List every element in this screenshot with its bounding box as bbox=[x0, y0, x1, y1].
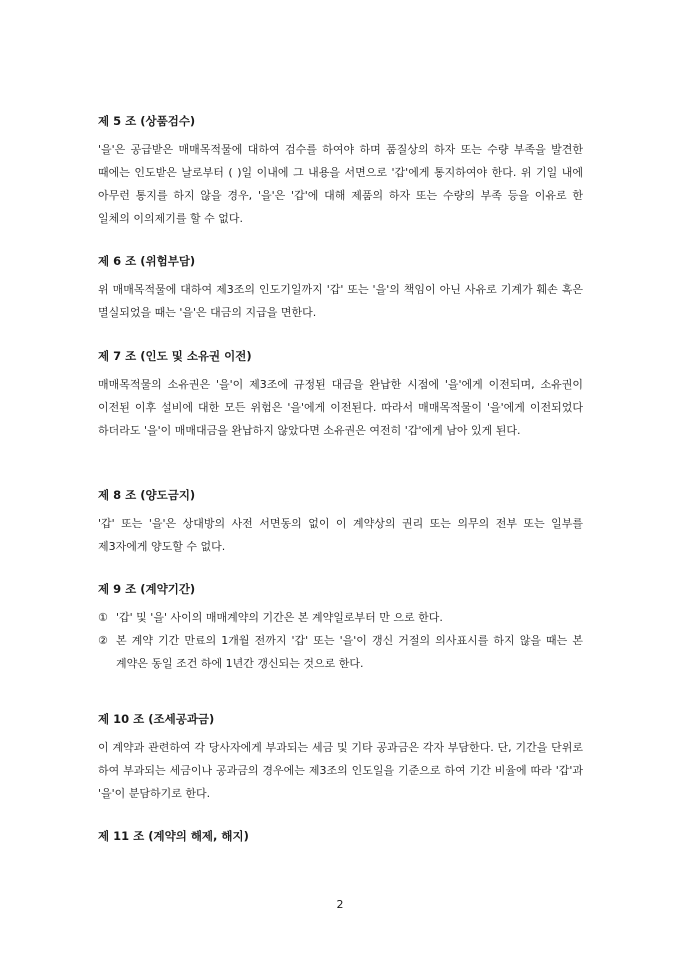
article-5 bbox=[98, 113, 583, 230]
article-9-item-1 bbox=[98, 606, 583, 629]
item-marker: ① bbox=[98, 611, 108, 624]
page-number: 2 bbox=[336, 898, 344, 911]
article-7-heading: 제 7 조 (인도 및 소유권 이전) bbox=[98, 349, 252, 363]
article-10 bbox=[98, 711, 583, 805]
item-marker: ② bbox=[98, 634, 108, 647]
article-5-body: '을'은 공급받은 매매목적물에 대하여 검수를 하여야 하며 품질상의 하자 또는 수량 부족을 발견한 때에는 인도받은 날로부터 ( )일 이내에 그 내용을 서면으로 '갑'에게 통지하여야 한다. 위 기일 내에 아무런 통지를 하지 않을 경우, '을'은 '갑'에 대해 제품의 하자 또는 수량의 부족 등을 이유로 한 일체의 이의제기를 할 수 없다. bbox=[98, 143, 583, 225]
article-7 bbox=[98, 348, 583, 442]
article-7-body: 매매목적물의 소유권은 '을'이 제3조에 규정된 대금을 완납한 시점에 '을'에게 이전되며, 소유권이 이전된 이후 설비에 대한 모든 위험은 '을'에게 이전된다. 따라서 매매목적물이 '을'에게 이전되었다 하더라도 '을'이 매매대금을 완납하지 않았다면 소유권은 여전히 '갑'에게 남아 있게 된다. bbox=[98, 378, 583, 437]
item-text: '갑' 및 '을' 사이의 매매계약의 기간은 본 계약일로부터 만 으로 한다. bbox=[116, 611, 443, 624]
article-8 bbox=[98, 487, 583, 558]
item-text: 본 계약 기간 만료의 1개월 전까지 '갑' 또는 '을'이 갱신 거절의 의사표시를 하지 않을 때는 본 계약은 동일 조건 하에 1년간 갱신되는 것으로 한다. bbox=[116, 634, 583, 670]
article-11 bbox=[98, 828, 583, 853]
article-6-body: 위 매매목적물에 대하여 제3조의 인도기일까지 '갑' 또는 '을'의 책임이 아닌 사유로 기계가 훼손 혹은 멸실되었을 때는 '을'은 대금의 지급을 면한다. bbox=[98, 283, 583, 319]
article-6-heading: 제 6 조 (위험부담) bbox=[98, 254, 196, 268]
article-9 bbox=[98, 581, 583, 675]
article-9-item-2 bbox=[98, 629, 583, 675]
article-8-body: '갑' 또는 '을'은 상대방의 사전 서면동의 없이 이 계약상의 권리 또는 의무의 전부 또는 일부를 제3자에게 양도할 수 없다. bbox=[98, 517, 583, 553]
article-10-heading: 제 10 조 (조세공과금) bbox=[98, 712, 215, 726]
article-8-heading: 제 8 조 (양도금지) bbox=[98, 488, 196, 502]
article-6 bbox=[98, 253, 583, 324]
article-11-heading: 제 11 조 (계약의 해제, 해지) bbox=[98, 829, 249, 843]
article-9-heading: 제 9 조 (계약기간) bbox=[98, 582, 196, 596]
article-5-heading: 제 5 조 (상품검수) bbox=[98, 114, 196, 128]
article-10-body: 이 계약과 관련하여 각 당사자에게 부과되는 세금 및 기타 공과금은 각자 부담한다. 단, 기간을 단위로 하여 부과되는 세금이나 공과금의 경우에는 제3조의 인도일을 기준으로 하여 기간 비율에 따라 '갑'과 '을'이 분담하기로 한다. bbox=[98, 741, 583, 800]
